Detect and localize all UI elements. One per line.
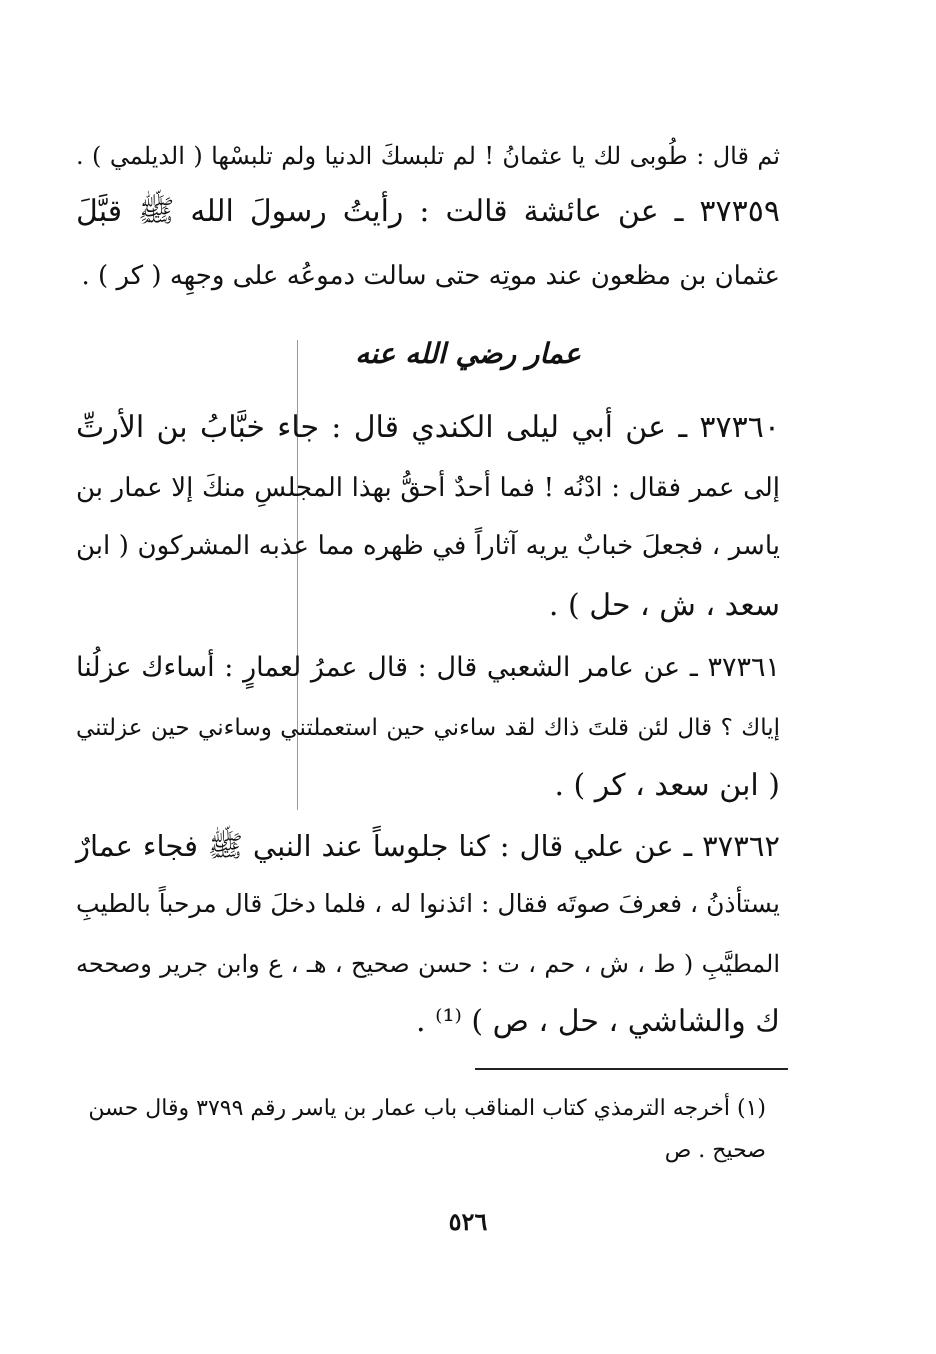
hadith-37362-line-3: المطيَّبِ ( ط ، ش ، حم ، ت : حسن صحيح ، هـ ، ع وابن جرير وصححه xyxy=(76,950,780,978)
hadith-37360-line-1: ٣٧٣٦٠ ـ عن أبي ليلى الكندي قال : جاء خبَّابُ بن الأرتِّ xyxy=(76,410,780,445)
page-number: ٥٢٦ xyxy=(448,1207,488,1236)
section-heading: عمار رضي الله عنه xyxy=(355,337,581,370)
hadith-37359-line-1: ٣٧٣٥٩ ـ عن عائشة قالت : رأيتُ رسولَ الله ﷺ قبَّلَ xyxy=(76,194,780,229)
hadith-37361-line-1: ٣٧٣٦١ ـ عن عامر الشعبي قال : قال عمرُ لعمارٍ : أساءك عزلُنا xyxy=(76,652,780,683)
hadith-37360-line-3: ياسر ، فجعلَ خبابٌ يريه آثاراً في ظهره مما عذبه المشركون ( ابن xyxy=(76,531,780,561)
footnote-line-1: (١) أخرجه الترمذي كتاب المناقب باب عمار بن ياسر رقم ٣٧٩٩ وقال حسن xyxy=(88,1096,766,1121)
footnote-separator xyxy=(475,1068,788,1070)
hadith-37360-line-4: سعد ، ش ، حل ) . xyxy=(548,588,780,623)
hadith-37362-line-4: ك والشاشي ، حل ، ص ) ⁽¹⁾ . xyxy=(416,1004,780,1039)
hadith-37362-line-1: ٣٧٣٦٢ ـ عن علي قال : كنا جلوساً عند النبي ﷺ فجاء عمارٌ xyxy=(76,829,780,863)
hadith-37361-line-3: ( ابن سعد ، كر ) . xyxy=(554,768,780,803)
hadith-37360-line-2: إلى عمر فقال : ادْنُه ! فما أحدٌ أحقُّ بهذا المجلسِ منكَ إلا عمار بن xyxy=(76,473,780,503)
text-line: ثم قال : طُوبى لك يا عثمانُ ! لم تلبسكَ الدنيا ولم تلبسْها ( الديلمي ) . xyxy=(76,142,780,170)
hadith-37361-line-2: إياك ؟ قال لئن قلتَ ذاك لقد ساءني حين استعملتني وساءني حين عزلتني xyxy=(76,715,780,741)
hadith-37359-line-2: عثمان بن مظعون عند موتِه حتى سالت دموعُه على وجهِه ( كر ) . xyxy=(81,261,780,291)
footnote-line-2: صحيح . ص xyxy=(664,1138,766,1163)
hadith-37362-line-2: يستأذنُ ، فعرفَ صوتَه فقال : ائذنوا له ، فلما دخلَ قال مرحباً بالطيبِ xyxy=(76,889,780,918)
